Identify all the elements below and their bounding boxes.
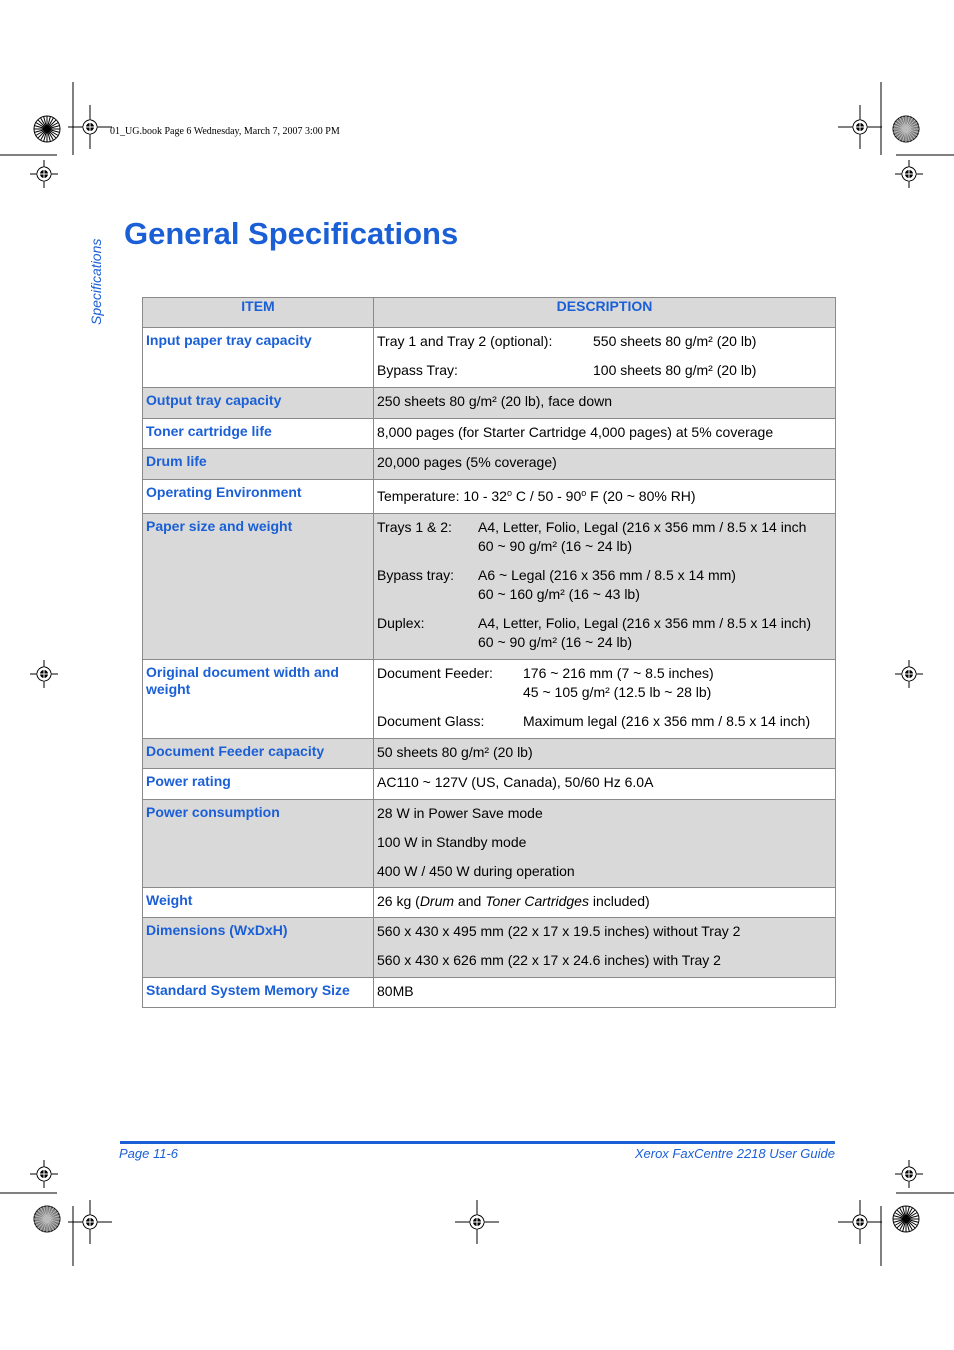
temperature-text: C / 50 - 90 <box>511 488 582 504</box>
color-wheel-icon <box>893 1206 919 1232</box>
item-label: Drum life <box>143 449 374 480</box>
desc-value: A6 ~ Legal (216 x 356 mm / 8.5 x 14 mm) 60 ~ 160 g/m² (16 ~ 43 lb) <box>478 567 736 602</box>
registration-crosshair-icon <box>838 105 882 149</box>
desc-line: 560 x 430 x 495 mm (22 x 17 x 19.5 inches) without Tray 2 <box>377 923 741 939</box>
page-number: Page 11-6 <box>119 1146 179 1161</box>
drum-text: Drum <box>419 893 455 909</box>
item-description: 26 kg (Drum and Toner Cartridges included) <box>374 888 836 918</box>
item-label: Input paper tray capacity <box>143 328 374 388</box>
registration-crosshair-icon <box>895 1160 923 1188</box>
item-description <box>374 328 836 388</box>
desc-key: Trays 1 & 2: <box>377 519 452 535</box>
desc-value: 100 sheets 80 g/m² (20 lb) <box>593 362 757 378</box>
desc-value: 176 ~ 216 mm (7 ~ 8.5 inches) 45 ~ 105 g/m² (12.5 lb ~ 28 lb) <box>523 665 714 700</box>
desc-line: 100 W in Standby mode <box>377 834 527 850</box>
column-header-item: ITEM <box>143 298 374 328</box>
guide-title: Xerox FaxCentre 2218 User Guide <box>634 1146 835 1161</box>
registration-crosshair-icon <box>30 660 58 688</box>
registration-crosshair-icon <box>838 1200 882 1244</box>
item-label: Document Feeder capacity <box>143 739 374 769</box>
table-row <box>143 514 836 660</box>
item-label: Dimensions (WxDxH) <box>143 918 374 978</box>
item-description: 250 sheets 80 g/m² (20 lb), face down <box>374 388 836 419</box>
page-title: General Specifications <box>124 216 459 251</box>
table-row <box>143 888 836 918</box>
item-description <box>374 918 836 978</box>
item-label: Paper size and weight <box>143 514 374 660</box>
table-row <box>143 918 836 978</box>
table-row <box>143 800 836 888</box>
gray-wheel-icon <box>893 116 919 142</box>
item-description <box>374 800 836 888</box>
desc-key: Bypass tray: <box>377 567 455 583</box>
item-label: Standard System Memory Size <box>143 978 374 1008</box>
desc-value: A4, Letter, Folio, Legal (216 x 356 mm / 8.5 x 14 inch 60 ~ 90 g/m² (16 ~ 24 lb) <box>478 519 807 554</box>
desc-key: Tray 1 and Tray 2 (optional): <box>377 333 553 349</box>
registration-crosshair-icon <box>68 1200 112 1244</box>
desc-line: 400 W / 450 W during operation <box>377 863 575 879</box>
color-wheel-icon <box>34 116 60 142</box>
gray-wheel-icon <box>34 1206 60 1232</box>
footer-rule <box>120 1141 835 1144</box>
degree-mark: o <box>506 488 512 498</box>
table-row <box>143 739 836 769</box>
item-label: Toner cartridge life <box>143 419 374 449</box>
toner-cartridges-text: Toner Cartridges <box>485 893 589 909</box>
item-description <box>374 514 836 660</box>
desc-value: A4, Letter, Folio, Legal (216 x 356 mm / 8.5 x 14 inch) 60 ~ 90 g/m² (16 ~ 24 lb) <box>478 615 812 650</box>
registration-crosshair-icon <box>895 660 923 688</box>
item-label: Output tray capacity <box>143 388 374 419</box>
item-description <box>374 480 836 514</box>
desc-value: 550 sheets 80 g/m² (20 lb) <box>593 333 757 349</box>
registration-crosshair-icon <box>30 1160 58 1188</box>
temperature-text: F (20 ~ 80% RH) <box>586 488 696 504</box>
desc-line: 560 x 430 x 626 mm (22 x 17 x 24.6 inches) with Tray 2 <box>377 952 721 968</box>
column-header-description: DESCRIPTION <box>374 298 836 328</box>
item-label: Original document width and weight <box>143 660 374 739</box>
item-label: Weight <box>143 888 374 918</box>
desc-key: Document Feeder: <box>377 665 493 681</box>
temperature-text: Temperature: 10 - 32 <box>377 488 507 504</box>
desc-value: Maximum legal (216 x 356 mm / 8.5 x 14 inch) <box>523 713 811 729</box>
table-row <box>143 449 836 480</box>
table-row <box>143 328 836 388</box>
item-label: Operating Environment <box>143 480 374 514</box>
table-row <box>143 978 836 1008</box>
desc-key: Document Glass: <box>377 713 485 729</box>
item-description: AC110 ~ 127V (US, Canada), 50/60 Hz 6.0A <box>374 769 836 800</box>
side-section-label: Specifications <box>88 238 104 325</box>
desc-line: 28 W in Power Save mode <box>377 805 543 821</box>
registration-crosshair-icon <box>895 160 923 188</box>
table-row <box>143 660 836 739</box>
table-row <box>143 480 836 514</box>
item-description: 20,000 pages (5% coverage) <box>374 449 836 480</box>
item-description: 50 sheets 80 g/m² (20 lb) <box>374 739 836 769</box>
table-header-row <box>143 298 836 328</box>
degree-mark: o <box>581 488 587 498</box>
item-label: Power consumption <box>143 800 374 888</box>
item-label: Power rating <box>143 769 374 800</box>
item-description: 8,000 pages (for Starter Cartridge 4,000 pages) at 5% coverage <box>374 419 836 449</box>
desc-key: Bypass Tray: <box>377 362 458 378</box>
table-row <box>143 388 836 419</box>
table-row <box>143 769 836 800</box>
book-header-stamp: 01_UG.book Page 6 Wednesday, March 7, 2007 3:00 PM <box>110 126 340 137</box>
table-row <box>143 419 836 449</box>
registration-crosshair-icon <box>68 105 112 149</box>
item-description <box>374 660 836 739</box>
item-description: 80MB <box>374 978 836 1008</box>
desc-key: Duplex: <box>377 615 425 631</box>
specifications-table <box>142 297 836 1008</box>
registration-crosshair-icon <box>455 1200 499 1244</box>
registration-crosshair-icon <box>30 160 58 188</box>
